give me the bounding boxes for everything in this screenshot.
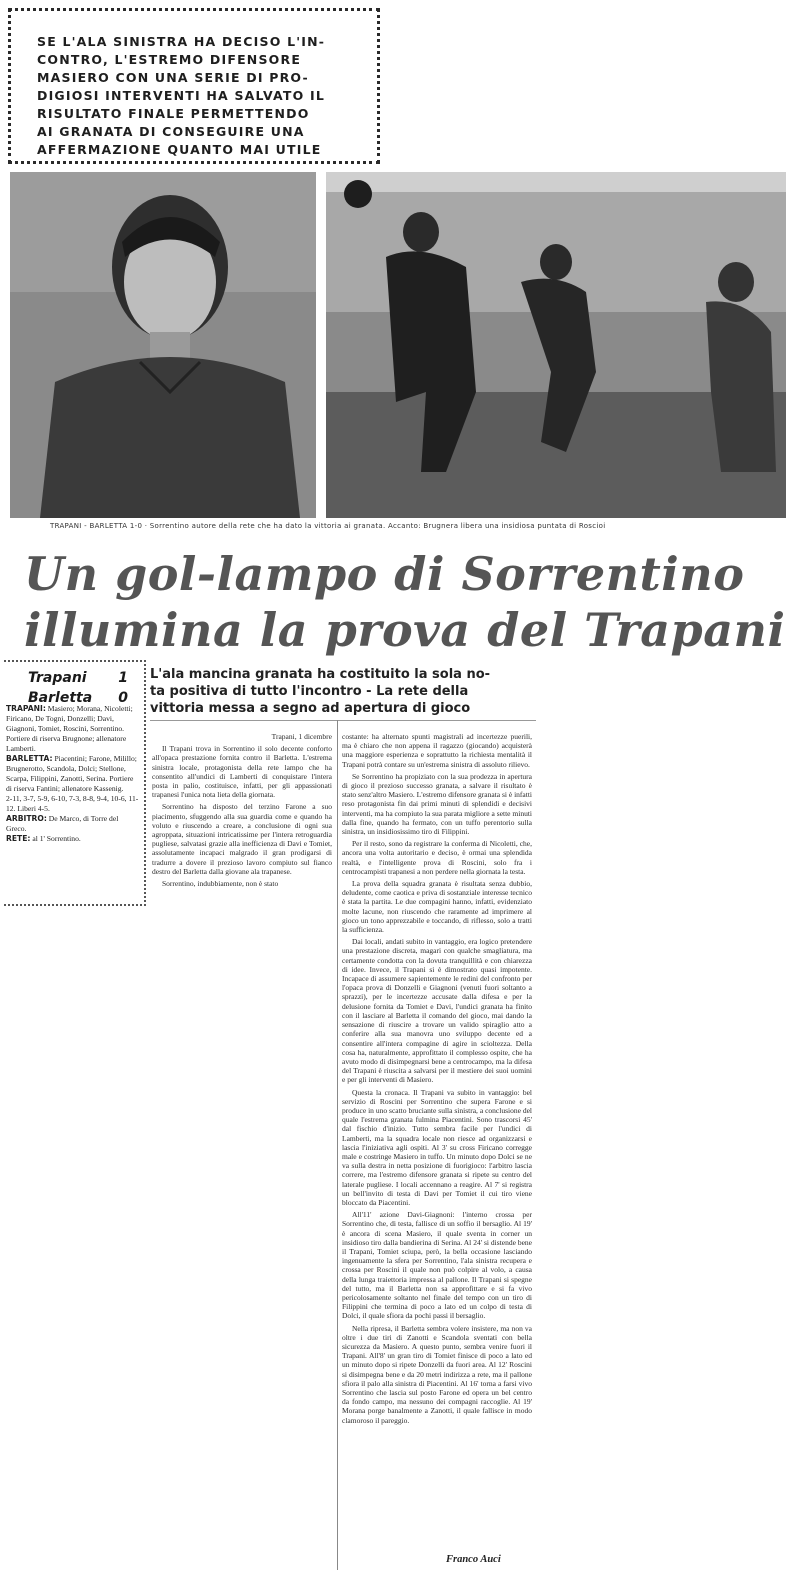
lineup-entry: 2-11, 3-7, 5-9, 6-10, 7-3, 8-8, 9-4, 10-6, 11-12. Liberi 4-5. [6,794,139,813]
lineup-entry: TRAPANI: Masiero; Morana, Nicoletti; Firicano, De Togni, Donzelli; Davi, Giagnoni, Tomiet, Roscini, Sorrentino. Portiere di riserva Brugnone; allenatore Lamberti. [6,704,133,753]
intro-line: CONTRO, L'ESTREMO DIFENSORE [37,52,302,67]
subheadline [150,666,534,717]
scoreboard-box [4,660,146,906]
home-team-name: Trapani [28,670,87,686]
intro-line: AFFERMAZIONE QUANTO MAI UTILE [37,142,322,157]
lineup-entry: RETE: al 1' Sorrentino. [6,834,81,843]
divider [150,720,536,721]
away-team-name: Barletta [28,690,93,706]
intro-line: AI GRANATA DI CONSEGUIRE UNA [37,124,305,139]
home-team-row [28,670,128,686]
headline-line-1: Un gol-lampo di Sorrentino [24,547,745,601]
home-team-score: 1 [118,670,128,686]
paragraph: Se Sorrentino ha propiziato con la sua prodezza in apertura di gioco il prezioso successo granata, a salvare il risultato è stato senz'altro Masiero. L'estremo difensore granata si è infatti reso protagonista fin dai primi minuti di splendidi e decisivi interventi, ma ha compiuto la sua parata migliore a sette minuti dalla fine, quando ha fermato, con un tuffo perentorio sulla sinistra, un insidiosissimo tiro di Filippini. [342,771,532,837]
intro-box [8,8,380,164]
intro-line: DIGIOSI INTERVENTI HA SALVATO IL [37,88,326,103]
article-column-2 [342,732,532,1562]
headline-line-2: illumina la prova del Trapani [24,603,786,657]
paragraph: Dai locali, andati subito in vantaggio, era logico pretendere una prestazione discreta, magari con qualche smagliatura, ma certamente condotta con la dovuta tranquillità e con chiarezza di idee. Invece, il Trapani si è dimostrato quasi impotente. Incapace di assumere sapientemente le redini del confronto per l'opaca prova di Donzelli e Giagnoni (venuti fuori soltanto a sprazzi), per le incertezze accusate dalla difesa e per la delusione fornita da Tomiet e Davi, l'undici granata ha finito con il lasciare al Barletta il comando del gioco, mai dando la sensazione di riuscire a trovare un valido spiraglio atto a conferire alla sua manovra uno sviluppo decente ed a consentire all'intera compagine di agire in scioltezza. Della cosa ha, naturalmente, approfittato il complesso ospite, che ha avuto modo di disimpegnarsi bene a centrocampo, ma la difesa del Trapani è riuscita a salvarsi per il mestiere dei suoi uomini e per gli interventi di Masiero. [342,937,532,1085]
paragraph: Trapani, 1 dicembre [271,732,332,741]
intro-line: SE L'ALA SINISTRA HA DECISO L'IN- [37,34,326,49]
away-team-score: 0 [118,690,128,706]
byline: Franco Auci [446,1554,501,1565]
subheadline-line: ta positiva di tutto l'incontro - La rete della [150,684,469,699]
intro-line: MASIERO CON UNA SERIE DI PRO- [37,70,309,85]
article-column-1 [152,732,332,902]
intro-line: RISULTATO FINALE PERMETTENDO [37,106,310,121]
photo-caption: TRAPANI - BARLETTA 1-0 · Sorrentino autore della rete che ha dato la vittoria ai granata. Accanto: Brugnera libera una insidiosa puntata di Roscioi [50,522,606,530]
match-action-photo [326,172,786,518]
paragraph: Sorrentino ha disposto del terzino Farone a suo piacimento, sfuggendo alla sua guardia come e quando ha voluto e riuscendo a creare, a conclusione di ogni sua agroppata, situazioni intricatissime per l'intera retroguardia pugliese, salvatasi grazie alla inefficienza di Davi e Tomiet, assolutamente incapaci malgrado il gran prodigarsi di tradurre a dovere il prezioso lavoro compiuto sul fianco destro del Barletta dalla giovane ala trapanese. [152,802,332,876]
lineup-entry: BARLETTA: Piacentini; Farone, Milillo; Brugnerotto, Scandola, Dolci; Stellone, Scarpa, Filippini, Zanotti, Serina. Portiere di riserva Fantini; allenatore Kassenig. [6,754,137,793]
player-portrait-photo [10,172,316,518]
lineups [6,704,140,844]
match-illustration [326,172,786,518]
paragraph: Il Trapani trova in Sorrentino il solo decente conforto all'opaca prestazione fornita contro il Barletta. L'estrema sinistra locale, protagonista della rete lampo che ha consentito all'undici di Lamberti di conquistare l'intera posta in palio, costituisce, infatti, per gli appassionati trapanesi l'unica nota lieta della giornata. [152,744,332,800]
paragraph: Sorrentino, indubbiamente, non è stato [162,879,279,889]
paragraph: La prova della squadra granata è risultata senza dubbio, deludente, come caotica e priva di sostanziale interesse tecnico è stata la partita. Le due compagini hanno, infatti, evidenziato molte lacune, non riuscendo che raramente ad imprimere al gioco un tono apprezzabile e toccando, di riflesso, solo a tratti la sufficienza. [342,879,532,935]
paragraph: All'11' azione Davi-Giagnoni: l'interno crossa per Sorrentino che, di testa, fallisce di un soffio il bersaglio. Al 19' è ancora di scena Masiero, il quale sventa in corner un insidioso tiro dalla bandierina di Serina. Al 24' si distende bene il Trapani, Tomiet sciupa, però, la bella occasione lasciando ingenuamente la sfera per Sorrentino, l'ala sinistra recupera e crossa per Roscini il quale non può colpire al volo, a causa della lunga traiettoria impressa al pallone. Il Trapani si spegne del tutto, ma il Barletta non sa approfittare e si fa vivo pericolosamente soltanto nel finale del tempo con un tiro di Filippini che termina di poco a lato ed un colpo di testa di Dolci, il quale sfiora da pochi passi il bersaglio. [342,1210,532,1321]
paragraph: costante: ha alternato spunti magistrali ad incertezze puerili, ma è chiaro che non appena il ragazzo (giocando) acquisterà una maggiore esperienza e soprattutto la richiesta mentalità il Trapani potrà contare su un'estrema sinistra di assoluto rilievo. [342,732,532,769]
paragraph: Per il resto, sono da registrare la conferma di Nicoletti, che, ancora una volta autoritario e deciso, è ormai una splendida realtà, e l'intelligente prova di Roscini, solo fra i centrocampisti trapanesi a non perdere nella giornata la testa. [342,839,532,876]
paragraph: Questa la cronaca. Il Trapani va subito in vantaggio: bel servizio di Roscini per Sorrentino che supera Farone e si produce in uno scatto bruciante sulla sinistra, a conclusione del quale l'estrema granata fulmina Piacentini. Sono trascorsi 45' dal fischio d'inizio. Tutto sembra facile per l'undici di Lamberti, ma la squadra locale non riesce ad organizzarsi e lascia l'iniziativa agli ospiti. Al 3' su cross Firicano corregge male e costringe Masiero in tuffo. Un minuto dopo Dolci se ne va sulla destra in netta posizione di fuorigioco: l'arbitro lascia correre, ma l'estremo difensore granata si ripete su centro del laterale pugliese. I locali accennano a reagire. Al 7' si registra un bell'invito di testa di Davi per Tomiet il cui tiro viene bloccato da Piacentini. [342,1087,532,1207]
subheadline-line: vittoria messa a segno ad apertura di gioco [150,701,471,716]
portrait-illustration [10,172,316,518]
subheadline-line: L'ala mancina granata ha costituito la sola no- [150,667,491,682]
lineup-entry: ARBITRO: De Marco, di Torre del Greco. [6,814,119,833]
column-divider [337,720,338,1570]
paragraph: Nella ripresa, il Barletta sembra volere insistere, ma non va oltre i due tiri di Zanotti e Scandola sventati con bella sicurezza da Masiero. A questo punto, sembra venire fuori il Trapani. All'8' un gran tiro di Tomiet finisce di poco a lato ed un minuto dopo si ripete Donzelli da fuori area. Al 12' Roscini si disimpegna bene e da 20 metri indirizza a rete, ma il pallone sfiora il palo alla sinistra di Piacentini. Al 16' torna a farsi vivo Sorrentino che lascia sul posto Farone ed opera un bel centro da fondo campo, ma nessuno dei compagni raccoglie. Al 19' Morana porge banalmente a Zanotti, il quale fallisce in modo clamoroso il pareggio. [342,1323,532,1425]
